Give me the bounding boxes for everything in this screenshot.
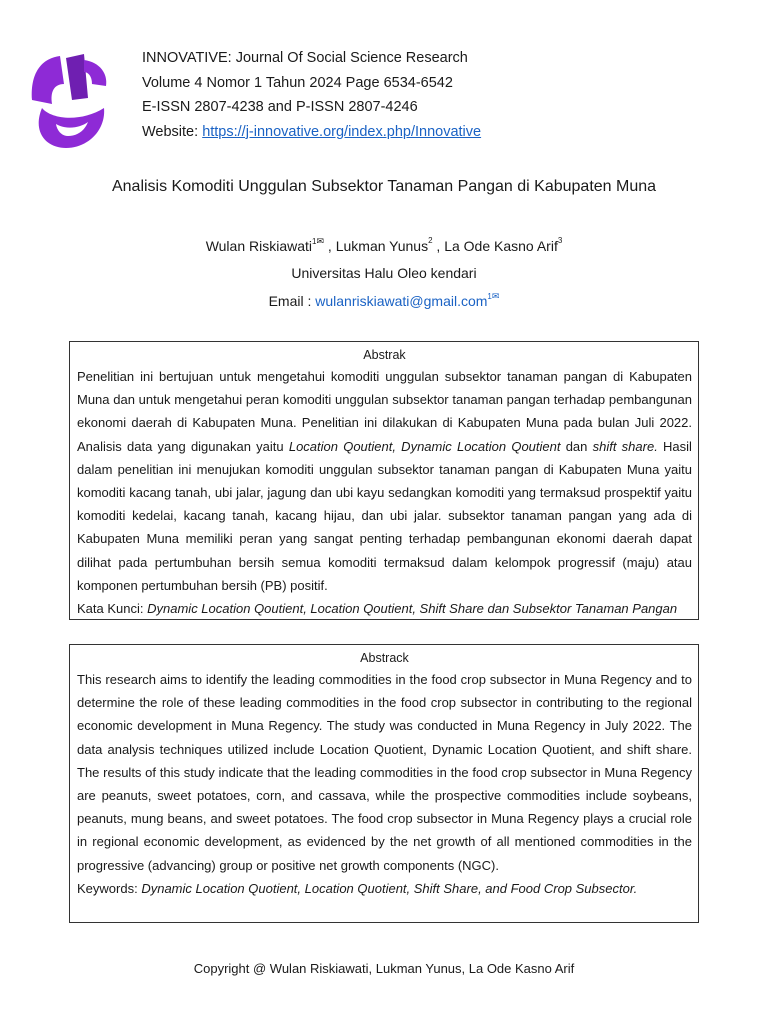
- abstrak-box: [69, 341, 699, 620]
- keywords-label: Kata Kunci:: [77, 601, 144, 617]
- envelope-icon: ✉: [491, 291, 500, 301]
- journal-volume: Volume 4 Nomor 1 Tahun 2024 Page 6534-6542: [142, 74, 453, 91]
- email-link[interactable]: wulanriskiawati@gmail.com: [315, 293, 488, 309]
- abstrak-text-2: Hasil dalam penelitian ini menujukan komoditi unggulan subsektor tanaman pangan di Kabupaten Muna yaitu komoditi kacang tanah, ubi jalar, jagung dan ubi kayu sedangkan komoditi yang termaksud prospektif yaitu komoditi kedelai, kacang tanah, kacang hijau, dan ubi jalar. subsektor tanaman pangan yang ada di Kabupaten Muna memiliki peran yang sangat penting terhadap pembangunan ekonomi daerah dapat dilihat pada pertumbuhan bersih semua komoditi termaksud dalam kelompok progressif (maju) atau komponen pertumbuhan bersih (PB) positif.: [77, 438, 692, 593]
- paper-title: Analisis Komoditi Unggulan Subsektor Tanaman Pangan di Kabupaten Muna: [111, 178, 657, 195]
- keywords-text: Dynamic Location Quotient, Location Quotient, Shift Share, and Food Crop Subsector.: [141, 880, 638, 896]
- journal-website: [142, 120, 481, 145]
- email-label: Email :: [268, 293, 312, 309]
- abstract-keywords: [77, 877, 692, 900]
- abstrak-text-1: Penelitian ini bertujuan untuk mengetahui komoditi unggulan subsektor tanaman pangan di Kabupaten Muna dan untuk mengetahui peran komoditi unggulan subsektor tanaman pangan terhadap pembangunan ekonomi daerah di Kabupaten Muna. Penelitian ini dilakukan di Kabupaten Muna pada bulan Juli 2022. Analisis data yang digunakan yaitu: [77, 369, 692, 454]
- author-sup: 2: [428, 236, 433, 245]
- email-line: [0, 293, 768, 309]
- author-list: Wulan Riskiawati$^{1✉}$ , Lukman Yunus$^2$ , La Ode Kasno Arif$^3$: [205, 236, 563, 254]
- author-sup: 1: [312, 237, 317, 246]
- author-name: La Ode Kasno Arif: [444, 238, 558, 254]
- website-link[interactable]: https://j-innovative.org/index.php/Innovative: [202, 123, 482, 140]
- abstrak-methods-italic: Location Qoutient, Dynamic Location Qoutient: [288, 438, 561, 454]
- affiliation: Universitas Halu Oleo kendari: [291, 265, 477, 281]
- journal-issn: E-ISSN 2807-4238 and P-ISSN 2807-4246: [142, 99, 418, 115]
- abstrak-and: dan: [565, 438, 588, 454]
- journal-name: INNOVATIVE: Journal Of Social Science Research: [142, 50, 468, 66]
- journal-logo: [22, 52, 110, 152]
- copyright-footer: Copyright @ Wulan Riskiawati, Lukman Yunus, La Ode Kasno Arif: [193, 961, 575, 976]
- envelope-icon: ✉: [316, 236, 325, 246]
- abstrak-body: [77, 365, 692, 597]
- email-sup: 1: [487, 292, 492, 301]
- abstract-body: This research aims to identify the leading commodities in the food crop subsector in Muna Regency and to determine the role of these leading commodities in the food crop subsector in contributing to the regional economic development in Muna Regency. The study was conducted in Muna Regency in July 2022. The data analysis techniques utilized include Location Quotient, Dynamic Location Quotient, and shift share. The results of this study indicate that the leading commodities in the food crop subsector in Muna Regency are peanuts, sweet potatoes, corn, and cassava, while the prospective commodities include soybeans, peanuts, mung beans, and sweet potatoes. The food crop subsector in Muna Regency plays a crucial role in regional economic development, as evidenced by the net growth of all mentioned commodities in the progressive (advancing) group or positive net growth components (NGC).: [77, 672, 692, 873]
- author-name: Wulan Riskiawati: [205, 238, 313, 254]
- abstract-heading: Abstrack: [360, 651, 409, 665]
- author-sup: 3: [557, 236, 563, 245]
- author-name: Lukman Yunus: [335, 238, 429, 254]
- abstract-box: [69, 644, 699, 923]
- abstrak-shift-share: shift share.: [592, 438, 658, 454]
- journal-header: [142, 46, 481, 144]
- abstrak-keywords: [77, 597, 692, 620]
- keywords-label: Keywords:: [77, 880, 138, 896]
- website-label: Website:: [142, 123, 199, 140]
- abstrak-heading: Abstrak: [363, 348, 406, 362]
- keywords-text: Dynamic Location Qoutient, Location Qoutient, Shift Share dan Subsektor Tanaman Pangan: [147, 601, 678, 617]
